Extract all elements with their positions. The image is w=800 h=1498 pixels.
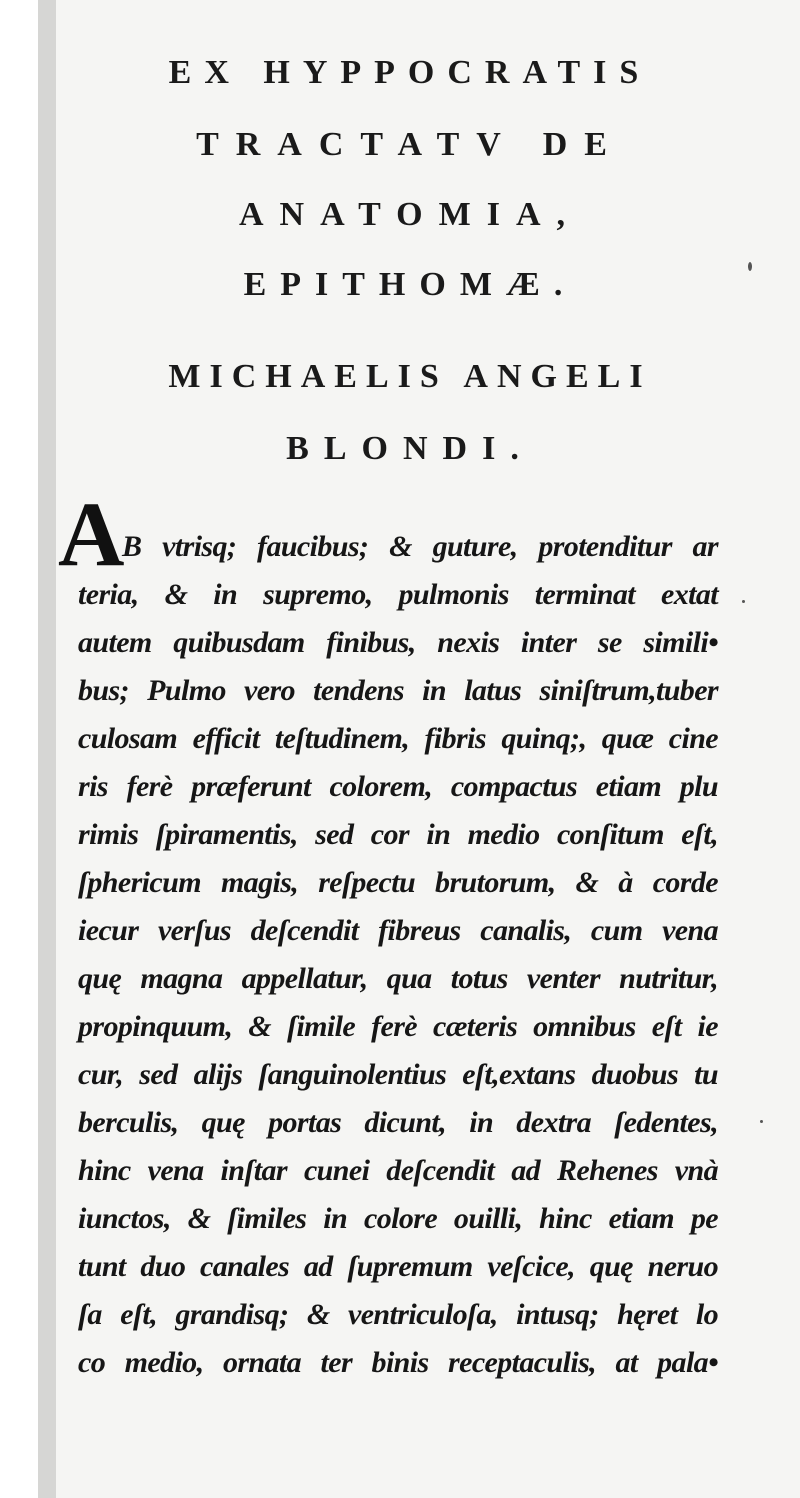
scan-margin	[0, 0, 38, 1498]
author-line-1: MICHAELIS ANGELI	[168, 358, 652, 395]
text-line: propinquum, & ſimile ferè cæteris omnibus eſt ie	[78, 1010, 718, 1043]
text-line: iecur verſus deſcendit fibreus canalis, cum vena	[78, 914, 718, 947]
text-line: ſa eſt, grandisq; & ventriculoſa, intusq; hęret lo	[78, 1298, 718, 1331]
text-line: cur, sed alijs ſanguinolentius eſt,extans duobus tu	[78, 1058, 718, 1091]
text-line: rimis ſpiramentis, sed cor in medio conſitum eſt,	[78, 818, 718, 851]
title-line-4: EPITHOMÆ.	[243, 266, 577, 303]
paper-speck	[760, 1120, 763, 1123]
title-line-3: ANATOMIA,	[238, 196, 582, 233]
paper-speck	[748, 262, 752, 271]
text-line: B vtrisq; faucibus; & guture, protenditur ar	[122, 530, 718, 563]
text-line: hinc vena inſtar cunei deſcendit ad Rehenes vnà	[78, 1154, 718, 1187]
author-line-2: BLONDI.	[286, 430, 534, 467]
drop-cap: A	[58, 483, 125, 585]
text-line: culosam efficit teſtudinem, fibris quinq;, quæ cine	[78, 722, 718, 755]
text-line: ris ferè præferunt colorem, compactus etiam plu	[78, 770, 718, 803]
text-line: teria, & in supremo, pulmonis terminat extat	[78, 578, 718, 611]
text-line: ſphericum magis, reſpectu brutorum, & à corde	[78, 866, 718, 899]
title-line-1: EX HYPPOCRATIS	[168, 54, 652, 91]
text-line: berculis, quę portas dicunt, in dextra ſedentes,	[78, 1106, 718, 1139]
paper-speck	[742, 600, 745, 603]
text-line: iunctos, & ſimiles in colore ouilli, hinc etiam pe	[78, 1202, 718, 1235]
text-line: co medio, ornata ter binis receptaculis, at pala•	[78, 1346, 718, 1379]
text-line: autem quibusdam finibus, nexis inter se simili•	[78, 626, 718, 659]
text-line: tunt duo canales ad ſupremum veſcice, quę neruo	[78, 1250, 718, 1283]
title-line-2: TRACTATV DE	[196, 126, 624, 163]
text-line: quę magna appellatur, qua totus venter nutritur,	[78, 962, 718, 995]
text-line: bus; Pulmo vero tendens in latus siniſtrum,tuber	[78, 674, 718, 707]
